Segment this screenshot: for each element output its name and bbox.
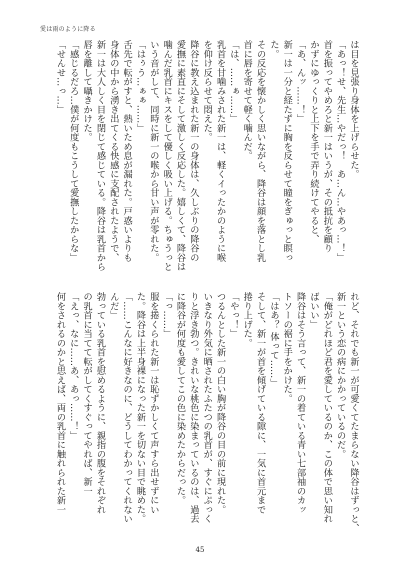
text-column: 乳首を甘噛みされた新一は、軽くイったかのように喉 (214, 40, 226, 262)
text-column: トソーの裾に手をかけた。 (281, 292, 293, 403)
text-column: 舌先で転がすと、熱いため息が漏れた。戸惑いよりも (121, 40, 133, 262)
text-column: 「感じるだろ…僕が何度もこうして愛撫したからな」 (67, 40, 79, 262)
text-column: 降谷はそう言って、新一の着ている青い七部袖のカッ (294, 292, 306, 514)
text-column: 「やっ！」 (227, 292, 239, 339)
running-header: 愛は雨のように降る (40, 26, 96, 33)
text-column: れど、それでも新一が可愛くてたまらない降谷はずっと、 (348, 292, 359, 532)
text-column: 愛撫に素直にそして激しく反応した。嬉しくて、降谷は (174, 40, 186, 272)
text-column: 新一という恋の病にかかっているのだ。 (334, 292, 346, 459)
text-column: 首を振ってやめろと新一はいうが、その抵抗を顧り (321, 40, 333, 253)
text-column: は目を見張り身体を上げらせた。 (348, 40, 359, 179)
text-column: 「せんせ…っ…」 (54, 40, 66, 114)
text-column: かずにゆっくりと上下を手で弄り続けてやると、 (307, 40, 319, 244)
text-column: を仰け反らせて悶えた。 (201, 40, 213, 142)
text-column: の乳首に当てて転がしてくすぐってやれば、新一 (81, 292, 93, 496)
text-column: 新一は一分と経たずに胸を反らせて瞳をぎゅっと瞑っ (281, 40, 293, 262)
text-column: ばいい」 (307, 292, 319, 329)
text-column: 何をされるのかと思えば、両の乳首に触れられた新一 (54, 292, 66, 514)
text-column: 「あ、んッ……！」 (294, 40, 306, 124)
text-column: 「あっ！せ、先生…やだっ！ あ…ん…やあっ…！」 (334, 40, 346, 262)
text-column: た。 (267, 40, 279, 59)
upper-text-block (40, 40, 360, 276)
text-column: その反応を懐かしく思いながら、降谷は顔を落とし乳 (254, 40, 266, 262)
text-column: 「……こんなに好きなのに、どうしてわかってくれない (121, 292, 133, 524)
text-column: 身体の中から湧き出てくる快感に支配されたようで、 (107, 40, 119, 262)
text-column: 「はぅう…ぁぁ……」 (134, 40, 146, 133)
text-column: いきなり外気に晒されたふたつの乳首が、すぐにぷっく (201, 292, 213, 524)
text-column: 服を捲くられた新一は恥ずかしくて声すら出せずにい (147, 292, 159, 514)
text-column: 勃っている乳首を慰めるように、親指の腹をそれぞれ (94, 292, 106, 514)
text-column: 「は、……ぁ……」 (227, 40, 239, 124)
text-column: 捲り上げた。 (241, 292, 253, 348)
text-column: た。降谷は上半身裸になった新一を切ない目で眺めた。 (134, 292, 146, 524)
text-column: 「はあ？ 体って……」 (267, 292, 279, 388)
text-column: 新一は大人しく目を閉じて感じている。降谷は乳首から (94, 40, 106, 272)
text-column: 「えっ、なに……あ、あっ……！」 (67, 292, 79, 440)
text-column: 首に唇を寄せて軽く噛んだ。 (241, 40, 253, 161)
text-column: 「俺がどれほど君を愛しているのか、この体で思い知れ (321, 292, 333, 524)
text-column: んだ」 (107, 292, 119, 320)
text-column: 「っ……」 (161, 292, 173, 339)
text-column: 唇を離して囁きかけた。 (81, 40, 93, 142)
text-column: 降谷に教え込まれた新一の身体は、久しぶりの降谷の (187, 40, 199, 262)
text-column: いう音がして、同時に新一の喉から甘い声が零れた。 (147, 40, 159, 262)
page-number: 45 (195, 546, 205, 554)
lower-text-block (40, 292, 360, 532)
text-column: りと浮き勃つ。きれいな桃色に染まっているのは、過去 (187, 292, 199, 524)
text-column: そして、新一が首を傾げている隙に、一気に首元まで (254, 292, 266, 514)
text-column: 噛んだ乳首にキスをして優しく吸い上げる。ちゅうっと (161, 40, 173, 272)
text-column: に降谷が何度も愛してこの色に染めたからだった。 (174, 292, 186, 505)
text-column: つるんとした新一の白い胸が降谷の目の前に現れた。 (214, 292, 226, 514)
